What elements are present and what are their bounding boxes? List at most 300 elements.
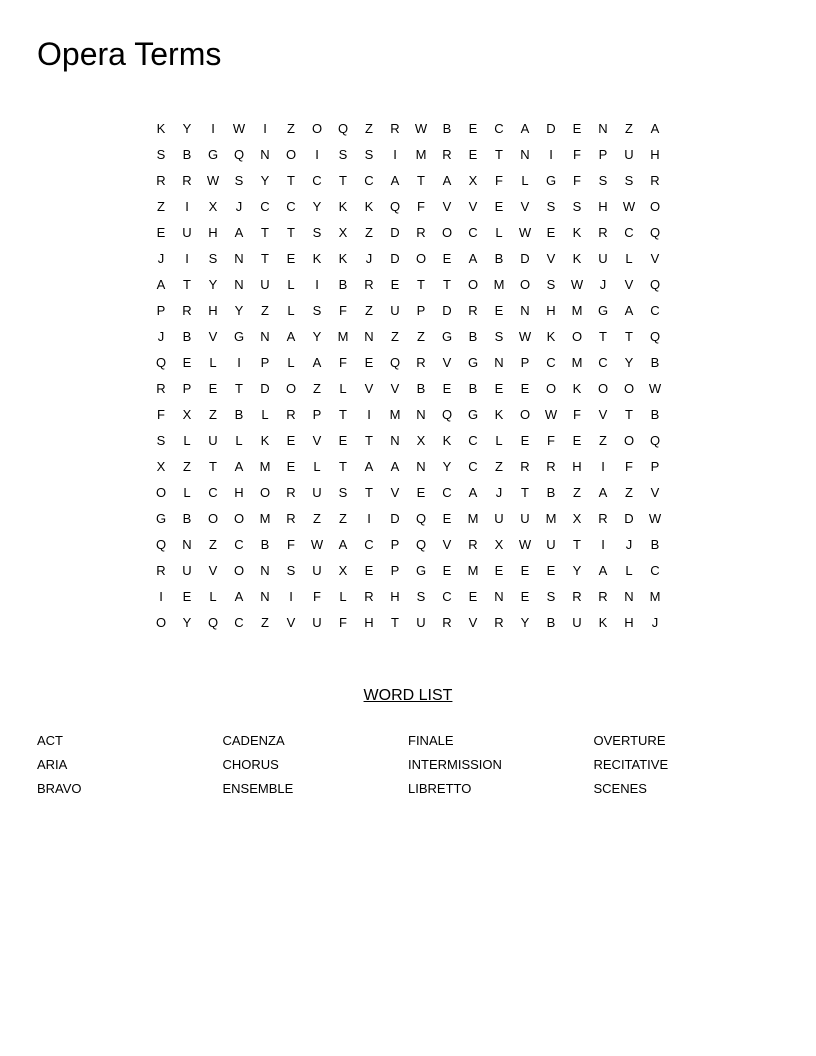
grid-cell[interactable]: H — [364, 614, 374, 630]
grid-cell[interactable]: H — [546, 302, 556, 318]
grid-cell[interactable]: I — [601, 536, 605, 552]
grid-cell[interactable]: H — [598, 198, 608, 214]
grid-cell[interactable]: B — [260, 536, 270, 552]
grid-cell[interactable]: L — [261, 406, 269, 422]
grid-cell[interactable]: Q — [337, 120, 349, 136]
grid-cell[interactable]: E — [442, 510, 452, 526]
grid-cell[interactable]: J — [495, 484, 503, 500]
grid-cell[interactable]: D — [390, 510, 400, 526]
grid-cell[interactable]: T — [391, 614, 399, 630]
grid-cell[interactable]: V — [312, 432, 322, 448]
grid-cell[interactable]: C — [234, 536, 244, 552]
grid-cell[interactable]: T — [521, 484, 529, 500]
grid-cell[interactable]: M — [389, 406, 401, 422]
grid-cell[interactable]: P — [156, 302, 166, 318]
grid-cell[interactable]: R — [442, 146, 452, 162]
grid-cell[interactable]: E — [364, 562, 374, 578]
grid-cell[interactable]: B — [338, 276, 348, 292]
grid-cell[interactable]: L — [339, 380, 347, 396]
grid-cell[interactable]: A — [156, 276, 166, 292]
grid-cell[interactable]: B — [546, 614, 556, 630]
grid-cell[interactable]: B — [546, 484, 556, 500]
grid-cell[interactable]: R — [182, 302, 192, 318]
grid-cell[interactable]: T — [625, 328, 633, 344]
grid-cell[interactable]: C — [468, 458, 478, 474]
grid-cell[interactable]: Q — [389, 198, 401, 214]
grid-cell[interactable]: U — [598, 250, 608, 266]
grid-cell[interactable]: T — [235, 380, 243, 396]
grid-cell[interactable]: Z — [261, 614, 269, 630]
grid-cell[interactable]: I — [549, 146, 553, 162]
grid-cell[interactable]: J — [157, 328, 165, 344]
grid-cell[interactable]: O — [545, 380, 557, 396]
grid-cell[interactable]: S — [364, 146, 374, 162]
grid-cell[interactable]: S — [338, 484, 348, 500]
grid-cell[interactable]: I — [289, 588, 293, 604]
grid-cell[interactable]: G — [155, 510, 167, 526]
grid-cell[interactable]: O — [415, 250, 427, 266]
grid-cell[interactable]: V — [520, 198, 530, 214]
grid-cell[interactable]: W — [414, 120, 428, 136]
grid-cell[interactable]: N — [520, 146, 530, 162]
grid-cell[interactable]: V — [546, 250, 556, 266]
grid-cell[interactable]: L — [287, 354, 295, 370]
grid-cell[interactable]: W — [310, 536, 324, 552]
grid-cell[interactable]: I — [393, 146, 397, 162]
grid-cell[interactable]: Z — [365, 224, 373, 240]
grid-cell[interactable]: S — [286, 562, 296, 578]
grid-cell[interactable]: J — [235, 198, 243, 214]
grid-cell[interactable]: Z — [157, 198, 165, 214]
grid-cell[interactable]: R — [416, 354, 426, 370]
grid-cell[interactable]: E — [390, 276, 400, 292]
grid-cell[interactable]: O — [259, 484, 271, 500]
grid-cell[interactable]: Z — [365, 120, 373, 136]
grid-cell[interactable]: F — [157, 406, 165, 422]
grid-cell[interactable]: R — [416, 224, 426, 240]
grid-cell[interactable]: Q — [233, 146, 245, 162]
grid-cell[interactable]: G — [467, 406, 479, 422]
grid-cell[interactable]: X — [468, 172, 478, 188]
grid-cell[interactable]: P — [182, 380, 192, 396]
grid-cell[interactable]: F — [417, 198, 425, 214]
grid-cell[interactable]: C — [546, 354, 556, 370]
grid-cell[interactable]: C — [364, 536, 374, 552]
grid-cell[interactable]: Q — [441, 406, 453, 422]
grid-cell[interactable]: O — [623, 432, 635, 448]
grid-cell[interactable]: Y — [182, 614, 192, 630]
grid-cell[interactable]: Z — [625, 484, 633, 500]
grid-cell[interactable]: I — [315, 146, 319, 162]
grid-cell[interactable]: A — [390, 458, 400, 474]
grid-cell[interactable]: A — [442, 172, 452, 188]
grid-cell[interactable]: N — [234, 276, 244, 292]
grid-cell[interactable]: A — [286, 328, 296, 344]
grid-cell[interactable]: P — [260, 354, 270, 370]
grid-cell[interactable]: Q — [415, 510, 427, 526]
grid-cell[interactable]: T — [573, 536, 581, 552]
grid-cell[interactable]: V — [286, 614, 296, 630]
grid-cell[interactable]: R — [468, 536, 478, 552]
grid-cell[interactable]: O — [285, 146, 297, 162]
grid-cell[interactable]: H — [650, 146, 660, 162]
grid-cell[interactable]: U — [390, 302, 400, 318]
grid-cell[interactable]: Z — [573, 484, 581, 500]
grid-cell[interactable]: R — [286, 406, 296, 422]
grid-cell[interactable]: Y — [234, 302, 244, 318]
grid-cell[interactable]: J — [625, 536, 633, 552]
grid-cell[interactable]: Q — [155, 354, 167, 370]
grid-cell[interactable]: O — [207, 510, 219, 526]
grid-cell[interactable]: V — [650, 484, 660, 500]
grid-cell[interactable]: O — [155, 484, 167, 500]
grid-cell[interactable]: Z — [365, 302, 373, 318]
grid-cell[interactable]: X — [572, 510, 582, 526]
grid-cell[interactable]: T — [261, 224, 269, 240]
grid-cell[interactable]: A — [390, 172, 400, 188]
grid-cell[interactable]: N — [182, 536, 192, 552]
grid-cell[interactable]: K — [364, 198, 374, 214]
grid-cell[interactable]: F — [573, 172, 581, 188]
grid-cell[interactable]: L — [209, 354, 217, 370]
grid-cell[interactable]: W — [648, 510, 662, 526]
grid-cell[interactable]: M — [467, 510, 479, 526]
grid-cell[interactable]: E — [416, 484, 426, 500]
grid-cell[interactable]: E — [520, 432, 530, 448]
grid-cell[interactable]: R — [598, 224, 608, 240]
grid-cell[interactable]: R — [598, 510, 608, 526]
grid-cell[interactable]: O — [233, 510, 245, 526]
grid-cell[interactable]: G — [207, 146, 219, 162]
grid-cell[interactable]: Q — [207, 614, 219, 630]
grid-cell[interactable]: F — [339, 302, 347, 318]
grid-cell[interactable]: P — [650, 458, 660, 474]
grid-cell[interactable]: K — [572, 380, 582, 396]
grid-cell[interactable]: E — [286, 458, 296, 474]
grid-cell[interactable]: W — [622, 198, 636, 214]
grid-cell[interactable]: C — [598, 354, 608, 370]
grid-cell[interactable]: D — [442, 302, 452, 318]
grid-cell[interactable]: P — [390, 536, 400, 552]
grid-cell[interactable]: Z — [209, 406, 217, 422]
grid-cell[interactable]: E — [494, 198, 504, 214]
grid-cell[interactable]: N — [390, 432, 400, 448]
grid-cell[interactable]: O — [441, 224, 453, 240]
grid-cell[interactable]: M — [493, 276, 505, 292]
grid-cell[interactable]: Y — [312, 198, 322, 214]
grid-cell[interactable]: J — [365, 250, 373, 266]
grid-cell[interactable]: A — [468, 250, 478, 266]
grid-cell[interactable]: O — [519, 276, 531, 292]
grid-cell[interactable]: M — [649, 588, 661, 604]
grid-cell[interactable]: N — [260, 328, 270, 344]
grid-cell[interactable]: K — [442, 432, 452, 448]
grid-cell[interactable]: V — [468, 198, 478, 214]
grid-cell[interactable]: E — [520, 562, 530, 578]
grid-cell[interactable]: H — [624, 614, 634, 630]
grid-cell[interactable]: D — [520, 250, 530, 266]
grid-cell[interactable]: B — [442, 120, 452, 136]
grid-cell[interactable]: B — [234, 406, 244, 422]
grid-cell[interactable]: V — [442, 198, 452, 214]
grid-cell[interactable]: Z — [599, 432, 607, 448]
grid-cell[interactable]: S — [494, 328, 504, 344]
grid-cell[interactable]: L — [521, 172, 529, 188]
grid-cell[interactable]: T — [625, 406, 633, 422]
grid-cell[interactable]: X — [494, 536, 504, 552]
grid-cell[interactable]: U — [312, 562, 322, 578]
grid-cell[interactable]: R — [364, 588, 374, 604]
grid-cell[interactable]: Q — [649, 328, 661, 344]
grid-cell[interactable]: L — [209, 588, 217, 604]
grid-cell[interactable]: N — [494, 588, 504, 604]
grid-cell[interactable]: X — [338, 562, 348, 578]
grid-cell[interactable]: K — [156, 120, 166, 136]
grid-cell[interactable]: O — [597, 380, 609, 396]
grid-cell[interactable]: B — [182, 510, 192, 526]
grid-cell[interactable]: L — [495, 432, 503, 448]
grid-cell[interactable]: C — [442, 484, 452, 500]
grid-cell[interactable]: P — [598, 146, 608, 162]
grid-cell[interactable]: B — [650, 536, 660, 552]
grid-cell[interactable]: A — [624, 302, 634, 318]
grid-cell[interactable]: E — [338, 432, 348, 448]
grid-cell[interactable]: E — [364, 354, 374, 370]
grid-cell[interactable]: T — [417, 172, 425, 188]
grid-cell[interactable]: T — [339, 458, 347, 474]
grid-cell[interactable]: F — [547, 432, 555, 448]
grid-cell[interactable]: J — [599, 276, 607, 292]
grid-cell[interactable]: I — [211, 120, 215, 136]
grid-cell[interactable]: Z — [209, 536, 217, 552]
grid-cell[interactable]: A — [520, 120, 530, 136]
grid-cell[interactable]: C — [442, 588, 452, 604]
grid-cell[interactable]: R — [442, 614, 452, 630]
grid-cell[interactable]: Y — [312, 328, 322, 344]
grid-cell[interactable]: E — [572, 120, 582, 136]
grid-cell[interactable]: N — [416, 406, 426, 422]
grid-cell[interactable]: L — [287, 302, 295, 318]
grid-cell[interactable]: Z — [261, 302, 269, 318]
grid-cell[interactable]: N — [520, 302, 530, 318]
grid-cell[interactable]: S — [546, 198, 556, 214]
grid-cell[interactable]: F — [287, 536, 295, 552]
grid-cell[interactable]: F — [339, 354, 347, 370]
grid-cell[interactable]: N — [234, 250, 244, 266]
grid-cell[interactable]: E — [494, 302, 504, 318]
grid-cell[interactable]: S — [546, 276, 556, 292]
grid-cell[interactable]: B — [468, 380, 478, 396]
grid-cell[interactable]: T — [287, 224, 295, 240]
grid-cell[interactable]: C — [286, 198, 296, 214]
grid-cell[interactable]: T — [339, 172, 347, 188]
grid-cell[interactable]: C — [364, 172, 374, 188]
grid-cell[interactable]: T — [495, 146, 503, 162]
grid-cell[interactable]: E — [286, 250, 296, 266]
grid-cell[interactable]: O — [233, 562, 245, 578]
grid-cell[interactable]: B — [182, 146, 192, 162]
grid-cell[interactable]: U — [416, 614, 426, 630]
grid-cell[interactable]: V — [598, 406, 608, 422]
grid-cell[interactable]: U — [182, 224, 192, 240]
grid-cell[interactable]: I — [315, 276, 319, 292]
grid-cell[interactable]: T — [599, 328, 607, 344]
grid-cell[interactable]: E — [442, 380, 452, 396]
grid-cell[interactable]: E — [208, 380, 218, 396]
grid-cell[interactable]: U — [260, 276, 270, 292]
grid-cell[interactable]: Q — [649, 432, 661, 448]
grid-cell[interactable]: Y — [208, 276, 218, 292]
grid-cell[interactable]: U — [312, 614, 322, 630]
grid-cell[interactable]: Z — [183, 458, 191, 474]
grid-cell[interactable]: R — [494, 614, 504, 630]
grid-cell[interactable]: S — [312, 302, 322, 318]
grid-cell[interactable]: U — [572, 614, 582, 630]
grid-cell[interactable]: T — [417, 276, 425, 292]
grid-cell[interactable]: F — [313, 588, 321, 604]
grid-cell[interactable]: E — [494, 380, 504, 396]
grid-cell[interactable]: W — [518, 224, 532, 240]
grid-cell[interactable]: H — [234, 484, 244, 500]
grid-cell[interactable]: W — [206, 172, 220, 188]
grid-cell[interactable]: U — [520, 510, 530, 526]
grid-cell[interactable]: S — [572, 198, 582, 214]
grid-cell[interactable]: E — [572, 432, 582, 448]
grid-cell[interactable]: S — [208, 250, 218, 266]
grid-cell[interactable]: T — [365, 484, 373, 500]
grid-cell[interactable]: R — [598, 588, 608, 604]
grid-cell[interactable]: U — [546, 536, 556, 552]
grid-cell[interactable]: Y — [572, 562, 582, 578]
grid-cell[interactable]: V — [442, 354, 452, 370]
grid-cell[interactable]: H — [572, 458, 582, 474]
grid-cell[interactable]: E — [182, 354, 192, 370]
grid-cell[interactable]: B — [468, 328, 478, 344]
grid-cell[interactable]: F — [573, 406, 581, 422]
grid-cell[interactable]: V — [390, 484, 400, 500]
grid-cell[interactable]: O — [571, 328, 583, 344]
grid-cell[interactable]: C — [260, 198, 270, 214]
grid-cell[interactable]: V — [208, 562, 218, 578]
grid-cell[interactable]: H — [208, 302, 218, 318]
grid-cell[interactable]: H — [208, 224, 218, 240]
grid-cell[interactable]: Y — [182, 120, 192, 136]
grid-cell[interactable]: G — [415, 562, 427, 578]
grid-cell[interactable]: G — [233, 328, 245, 344]
grid-cell[interactable]: K — [572, 250, 582, 266]
grid-cell[interactable]: B — [650, 354, 660, 370]
grid-cell[interactable]: K — [546, 328, 556, 344]
grid-cell[interactable]: N — [364, 328, 374, 344]
grid-cell[interactable]: W — [570, 276, 584, 292]
grid-cell[interactable]: N — [416, 458, 426, 474]
grid-cell[interactable]: F — [625, 458, 633, 474]
grid-cell[interactable]: C — [468, 224, 478, 240]
grid-cell[interactable]: I — [367, 406, 371, 422]
grid-cell[interactable]: L — [183, 432, 191, 448]
grid-cell[interactable]: V — [364, 380, 374, 396]
grid-cell[interactable]: E — [520, 380, 530, 396]
grid-cell[interactable]: U — [624, 146, 634, 162]
grid-cell[interactable]: K — [312, 250, 322, 266]
grid-cell[interactable]: C — [650, 562, 660, 578]
grid-cell[interactable]: I — [185, 198, 189, 214]
grid-cell[interactable]: I — [263, 120, 267, 136]
grid-cell[interactable]: C — [624, 224, 634, 240]
grid-cell[interactable]: R — [182, 172, 192, 188]
grid-cell[interactable]: E — [182, 588, 192, 604]
grid-cell[interactable]: U — [312, 484, 322, 500]
grid-cell[interactable]: R — [286, 484, 296, 500]
grid-cell[interactable]: X — [208, 198, 218, 214]
grid-cell[interactable]: S — [156, 432, 166, 448]
grid-cell[interactable]: W — [232, 120, 246, 136]
grid-cell[interactable]: R — [156, 562, 166, 578]
grid-cell[interactable]: N — [260, 562, 270, 578]
grid-cell[interactable]: Y — [260, 172, 270, 188]
grid-cell[interactable]: G — [597, 302, 609, 318]
grid-cell[interactable]: Q — [389, 354, 401, 370]
grid-cell[interactable]: M — [415, 146, 427, 162]
grid-cell[interactable]: Z — [417, 328, 425, 344]
grid-cell[interactable]: R — [156, 172, 166, 188]
grid-cell[interactable]: S — [546, 588, 556, 604]
grid-cell[interactable]: K — [572, 224, 582, 240]
grid-cell[interactable]: E — [156, 224, 166, 240]
grid-cell[interactable]: Z — [495, 458, 503, 474]
grid-cell[interactable]: D — [390, 250, 400, 266]
grid-cell[interactable]: W — [648, 380, 662, 396]
grid-cell[interactable]: T — [339, 406, 347, 422]
grid-cell[interactable]: I — [367, 510, 371, 526]
grid-cell[interactable]: B — [182, 328, 192, 344]
grid-cell[interactable]: Q — [155, 536, 167, 552]
grid-cell[interactable]: X — [416, 432, 426, 448]
grid-cell[interactable]: S — [312, 224, 322, 240]
grid-cell[interactable]: X — [182, 406, 192, 422]
grid-cell[interactable]: S — [598, 172, 608, 188]
grid-cell[interactable]: R — [364, 276, 374, 292]
grid-cell[interactable]: N — [624, 588, 634, 604]
grid-cell[interactable]: L — [495, 224, 503, 240]
grid-cell[interactable]: L — [287, 276, 295, 292]
grid-cell[interactable]: F — [495, 172, 503, 188]
grid-cell[interactable]: B — [494, 250, 504, 266]
grid-cell[interactable]: Q — [649, 276, 661, 292]
grid-cell[interactable]: K — [260, 432, 270, 448]
grid-cell[interactable]: U — [494, 510, 504, 526]
grid-cell[interactable]: R — [390, 120, 400, 136]
grid-cell[interactable]: O — [467, 276, 479, 292]
grid-cell[interactable]: C — [234, 614, 244, 630]
grid-cell[interactable]: K — [338, 250, 348, 266]
grid-cell[interactable]: B — [416, 380, 426, 396]
grid-cell[interactable]: T — [287, 172, 295, 188]
grid-cell[interactable]: Q — [649, 224, 661, 240]
grid-cell[interactable]: C — [208, 484, 218, 500]
grid-cell[interactable]: A — [234, 458, 244, 474]
grid-cell[interactable]: K — [598, 614, 608, 630]
grid-cell[interactable]: P — [520, 354, 530, 370]
grid-cell[interactable]: E — [442, 562, 452, 578]
grid-cell[interactable]: L — [313, 458, 321, 474]
grid-cell[interactable]: C — [650, 302, 660, 318]
grid-cell[interactable]: P — [312, 406, 322, 422]
grid-cell[interactable]: O — [623, 380, 635, 396]
grid-cell[interactable]: N — [260, 146, 270, 162]
grid-cell[interactable]: T — [443, 276, 451, 292]
grid-cell[interactable]: N — [598, 120, 608, 136]
